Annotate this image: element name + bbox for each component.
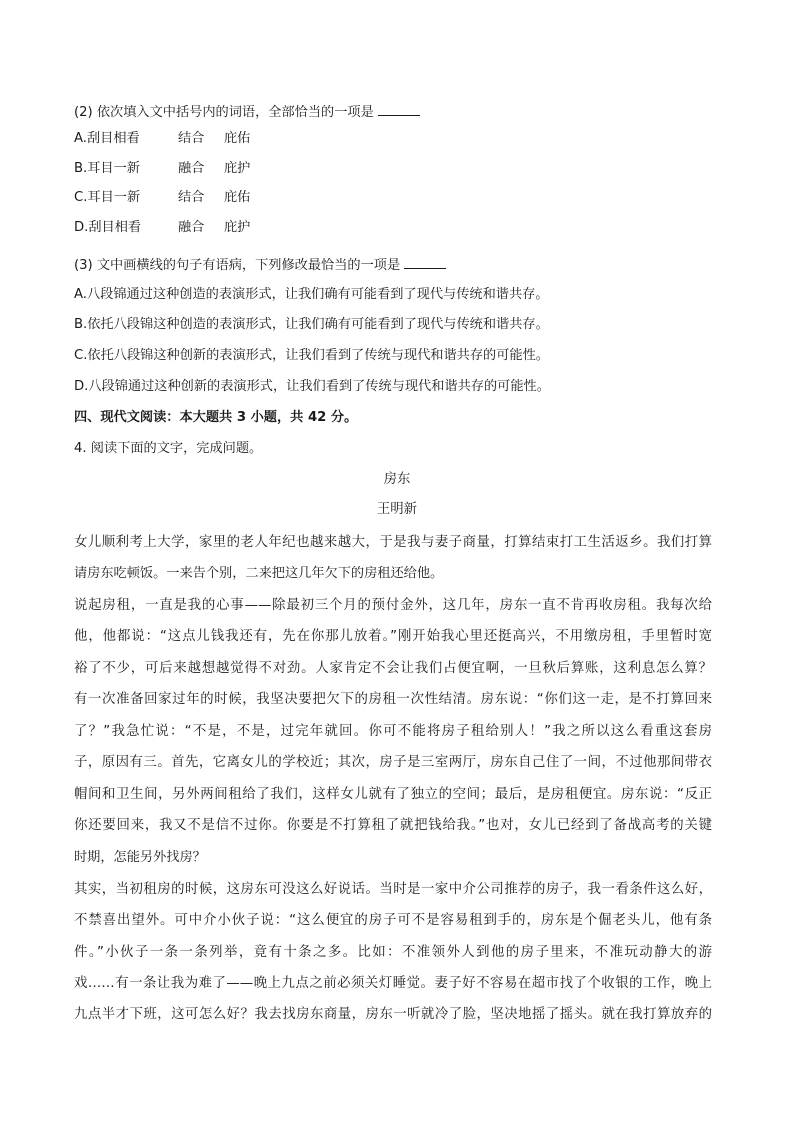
article-line: 说起房租，一直是我的心事——除最初三个月的预付金外，这几年，房东一直不肯再收房租。我每次给	[74, 598, 712, 613]
q2-option-c-word2: 庇佑	[224, 190, 251, 205]
section-heading: 四、现代文阅读：本大题共 3 小题，共 42 分。	[74, 410, 358, 425]
q2-option-b-label: B.耳目一新	[74, 161, 140, 176]
q2-option-b-word2: 庇护	[224, 161, 251, 176]
article-line: 了？”我急忙说：“不是，不是，过完年就回。你可不能将房子租给别人！”我之所以这么看重这套房	[74, 724, 712, 739]
q4-intro: 4. 阅读下面的文字，完成问题。	[74, 441, 263, 456]
q3-option-a: A.八段锦通过这种创造的表演形式，让我们确有可能看到了现代与传统和谐共存。	[74, 287, 549, 302]
q2-option-c-label: C.耳目一新	[74, 190, 141, 205]
answer-blank	[378, 104, 420, 116]
q2-option-d-word2: 庇护	[224, 220, 251, 235]
q3-option-b: B.依托八段锦这种创造的表演形式，让我们确有可能看到了现代与传统和谐共存。	[74, 317, 549, 332]
q3-option-d: D.八段锦通过这种创新的表演形式，让我们看到了传统与现代和谐共存的可能性。	[74, 379, 550, 394]
article-line: 他，他都说：“这点儿钱我还有，先在你那儿放着。”刚开始我心里还挺高兴，不用缴房租，手里暂时宽	[74, 629, 712, 644]
article-author: 王明新	[376, 502, 418, 517]
q3-option-c: C.依托八段锦这种创新的表演形式，让我们看到了传统与现代和谐共存的可能性。	[74, 348, 549, 363]
q2-option-a-word2: 庇佑	[224, 131, 251, 146]
article-line: 件。”小伙子一条一条列举，竟有十条之多。比如：不准领外人到他的房子里来，不准玩动静大的游	[74, 945, 712, 960]
q2-option-a-label: A.刮目相看	[74, 131, 140, 146]
q2-option-d-label: D.刮目相看	[74, 220, 142, 235]
article-line: 时期，怎能另外找房？	[74, 850, 206, 865]
article-line: 有一次准备回家过年的时候，我坚决要把欠下的房租一次性结清。房东说：“你们这一走，是不打算回来	[74, 692, 712, 707]
article-line: 帽间和卫生间，另外两间租给了我们，这样女儿就有了独立的空间；最后，是房租便宜。房东说：“反正	[74, 787, 712, 802]
article-line: 九点半才下班，这可怎么好？我去找房东商量，房东一听就冷了脸，坚决地摇了摇头。就在我打算放弃的	[74, 1007, 712, 1022]
article-title: 房东	[383, 472, 411, 487]
article-line: 请房东吃顿饭。一来告个别，二来把这几年欠下的房租还给他。	[74, 566, 444, 581]
article-line: 其实，当初租房的时候，这房东可没这么好说话。当时是一家中介公司推荐的房子，我一看条件这么好，	[74, 882, 712, 897]
q2-stem: (2) 依次填入文中括号内的词语，全部恰当的一项是	[74, 104, 420, 121]
q2-option-d-word1: 融合	[178, 220, 205, 235]
q2-option-c-word1: 结合	[178, 190, 205, 205]
answer-blank	[404, 257, 446, 269]
q2-option-b-word1: 融合	[178, 161, 205, 176]
article-line: 不禁喜出望外。可中介小伙子说：“这么便宜的房子可不是容易租到手的，房东是个倔老头儿，他有条	[74, 913, 712, 928]
article-line: 你还要回来，我又不是信不过你。你要是不打算租了就把钱给我。”也对，女儿已经到了备战高考的关键	[74, 818, 712, 833]
article-line: 子，原因有三。首先，它离女儿的学校近；其次，房子是三室两厅，房东自己住了一间，不过他那间带衣	[74, 755, 712, 770]
article-line: 裕了不少，可后来越想越觉得不对劲。人家肯定不会让我们占便宜啊，一旦秋后算账，这利息怎么算？	[74, 661, 712, 676]
q2-option-a-word1: 结合	[178, 131, 205, 146]
article-line: 戏……有一条让我为难了——晚上九点之前必须关灯睡觉。妻子好不容易在超市找了个收银的工作，晚上	[74, 976, 712, 991]
q3-stem: (3) 文中画横线的句子有语病，下列修改最恰当的一项是	[74, 257, 446, 274]
article-line: 女儿顺利考上大学，家里的老人年纪也越来越大，于是我与妻子商量，打算结束打工生活返乡。我们打算	[74, 535, 712, 550]
